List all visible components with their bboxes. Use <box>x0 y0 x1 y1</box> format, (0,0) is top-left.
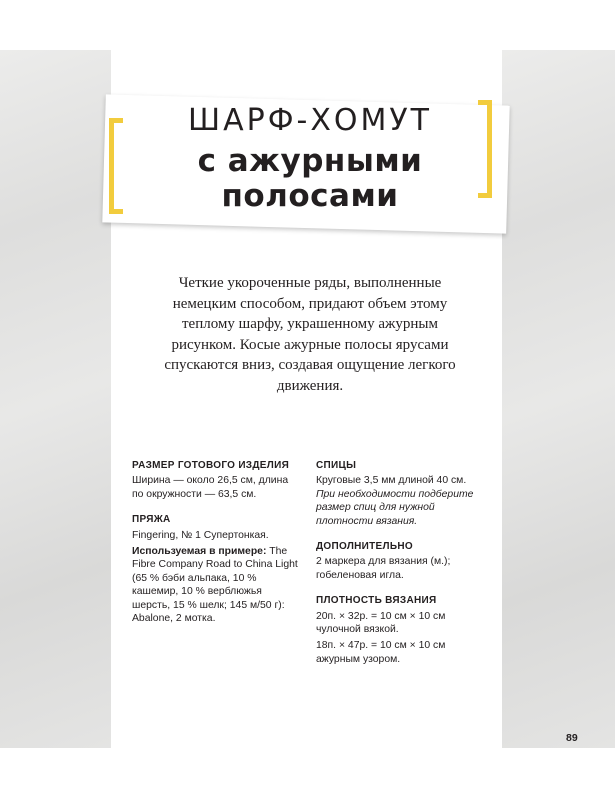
right-bracket-decoration <box>478 100 492 198</box>
needles-main-text: Круговые 3,5 мм длиной 40 см. <box>316 475 467 487</box>
size-section <box>132 459 300 501</box>
needles-italic-note: При необходимости подберите размер спиц для нужной плотности вязания. <box>316 488 474 527</box>
gauge-line-2: 18п. × 47р. = 10 см × 10 см ажурным узором. <box>316 640 446 665</box>
yarn-example-label: Используемая в примере: <box>132 546 267 558</box>
gauge-section <box>316 594 486 666</box>
marble-background-right <box>502 50 615 748</box>
marble-background-left <box>0 50 111 748</box>
yarn-section <box>132 513 300 625</box>
needles-heading: СПИЦЫ <box>316 460 357 471</box>
yarn-example <box>132 545 300 625</box>
title-line-3: полосами <box>221 178 399 214</box>
gauge-heading: ПЛОТНОСТЬ ВЯЗАНИЯ <box>316 595 437 607</box>
size-heading: РАЗМЕР ГОТОВОГО ИЗДЕЛИЯ <box>132 460 290 471</box>
title-line-2: с ажурными <box>197 143 423 179</box>
extra-heading: ДОПОЛНИТЕЛЬНО <box>316 541 413 553</box>
yarn-example-text: The Fibre Company Road to China Light (65 % бэби альпака, 10 % кашемир, 10 % верблюжья шерсть, 15 % шелк; 145 м/50 г): Abalone, 2 мотка. <box>132 546 298 625</box>
needles-section <box>316 459 486 528</box>
intro-paragraph: Четкие укороченные ряды, выполненные немецким способом, придают объем этому теплому шарфу, украшенному ажурным рисунком. Косые ажурные полосы ярусами спускаются вниз, создавая ощущение легкого движения. <box>164 275 456 394</box>
yarn-heading: ПРЯЖА <box>132 514 171 526</box>
extra-section <box>316 540 486 582</box>
yarn-text: Fingering, № 1 Супертонкая. <box>132 529 269 541</box>
size-text: Ширина — около 26,5 см, длина по окружности — 63,5 см. <box>132 475 289 500</box>
title-line-1: ШАРФ-ХОМУТ <box>188 103 432 138</box>
needles-text <box>316 474 486 528</box>
page-number: 89 <box>566 732 578 744</box>
gauge-line-1: 20п. × 32р. = 10 см × 10 см чулочной вязкой. <box>316 610 446 636</box>
extra-text: 2 маркера для вязания (м.); гобеленовая игла. <box>316 556 451 581</box>
left-bracket-decoration <box>109 118 123 214</box>
right-column <box>316 459 486 678</box>
left-column <box>132 459 300 637</box>
